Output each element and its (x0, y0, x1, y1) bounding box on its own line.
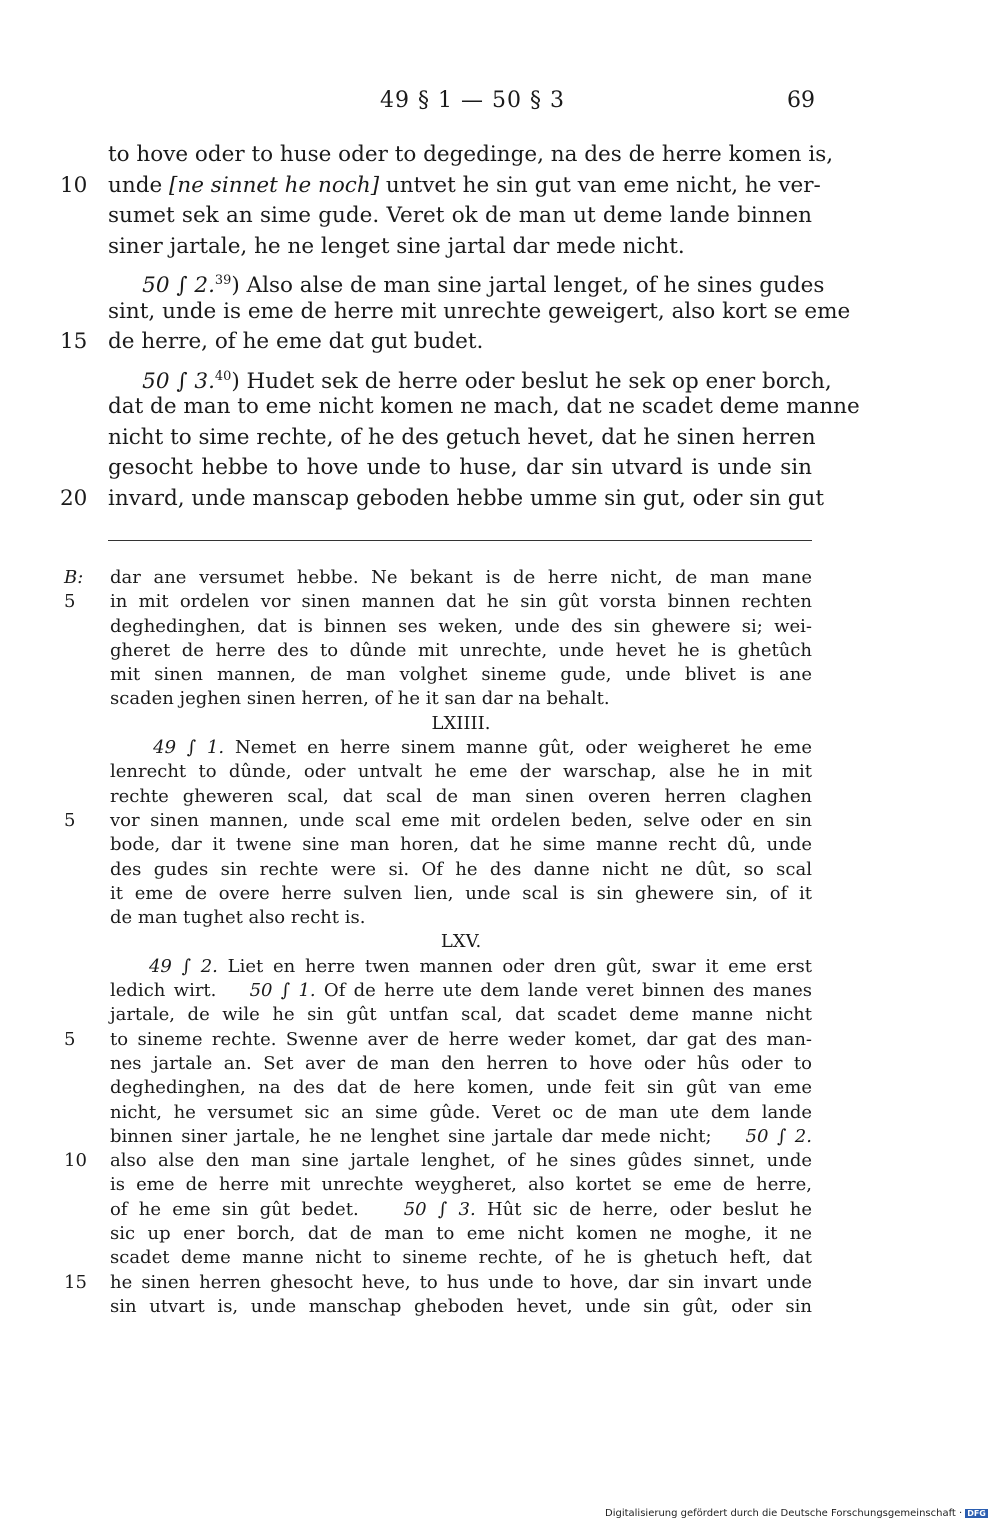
apparatus-line (0, 1052, 1000, 1076)
line-text: to sineme rechte. Swenne aver de herre weder komet, dar gat des man- (110, 1028, 812, 1050)
dfg-logo: DFG (967, 1508, 986, 1518)
line-text: 49 ∫ 2. Liet en herre twen mannen oder dren gût, swar it eme erst (148, 955, 813, 977)
apparatus-line (0, 687, 1000, 711)
line-text: mit sinen mannen, de man volghet sineme gude, unde blivet is ane (110, 664, 812, 686)
line-text: sin utvart is, unde manschap gheboden hevet, unde sin gût, oder sin (110, 1295, 812, 1317)
apparatus-line (0, 590, 1000, 614)
line-text: binnen siner jartale, he ne lenghet sine jartale dar mede nicht; 50 ∫ 2. (110, 1125, 812, 1147)
chapter-heading: LXIIII. (431, 712, 491, 734)
apparatus-line (0, 785, 1000, 809)
text-line (0, 201, 1000, 232)
apparatus-line (0, 955, 1000, 979)
line-text: bode, dar it twene sine man horen, dat he sime manne recht dû, unde (110, 834, 812, 856)
line-text: 50 ∫ 3.40) Hudet sek de herre oder beslut he sek op ener borch, (142, 368, 832, 394)
line-text: de herre, of he eme dat gut budet. (108, 329, 484, 354)
line-text: des gudes sin rechte were si. Of he des danne nicht ne dût, so scal (110, 858, 812, 880)
text-line (0, 140, 1000, 171)
apparatus-line (0, 1246, 1000, 1270)
line-text: deghedinghen, dat is binnen ses weken, unde des sin ghewere si; wei- (110, 615, 812, 637)
apparatus-line (0, 566, 1000, 590)
apparatus-line (0, 858, 1000, 882)
line-text: siner jartale, he ne lenget sine jartal dar mede nicht. (108, 233, 685, 259)
line-text: of he eme sin gût bedet. 50 ∫ 3. Hût sic de herre, oder beslut he (110, 1198, 812, 1220)
text-line (0, 484, 1000, 515)
text-line (0, 266, 1000, 297)
apparatus-line (0, 1076, 1000, 1100)
line-number: 10 (64, 1150, 87, 1172)
line-text: scaden jeghen sinen herren, of he it san dar na behalt. (110, 688, 610, 710)
page-number: 69 (787, 88, 815, 113)
apparatus-line (0, 760, 1000, 784)
apparatus-line (0, 736, 1000, 760)
text-line (0, 362, 1000, 393)
text-line (0, 171, 1000, 202)
section-range: 49 § 1 — 50 § 3 (380, 88, 565, 113)
dfg-footer (605, 1508, 988, 1519)
apparatus-marker: B: (64, 567, 84, 588)
line-number: 5 (64, 1028, 76, 1050)
line-text: invard, unde manscap geboden hebbe umme sin gut, oder sin gut (108, 485, 825, 511)
footnote-rule (108, 540, 812, 541)
running-header (0, 88, 1000, 116)
line-text: de man tughet also recht is. (110, 907, 366, 929)
apparatus-line (0, 663, 1000, 687)
apparatus-line (0, 1271, 1000, 1295)
line-text: sumet sek an sime gude. Veret ok de man ut deme lande binnen (108, 203, 812, 228)
line-text: nicht to sime rechte, of he des getuch hevet, dat he sinen herren (108, 424, 816, 450)
text-line (0, 423, 1000, 454)
apparatus-line (0, 833, 1000, 857)
line-text: vor sinen mannen, unde scal eme mit ordelen beden, selve oder en sin (110, 809, 812, 831)
apparatus-text (0, 566, 1000, 1319)
apparatus-line (0, 1028, 1000, 1052)
chapter-heading: LXV. (440, 931, 482, 953)
line-text: unde [ne sinnet he noch] untvet he sin gut van eme nicht, he ver- (108, 172, 821, 198)
line-text: is eme de herre mit unrechte weygheret, also kortet se eme de herre, (110, 1174, 812, 1196)
apparatus-line (0, 1222, 1000, 1246)
line-text: he sinen herren ghesocht heve, to hus unde to hove, dar sin invart unde (110, 1271, 812, 1293)
apparatus-line (0, 979, 1000, 1003)
line-text: gesocht hebbe to hove unde to huse, dar sin utvard is unde sin (108, 455, 812, 480)
text-line (0, 453, 1000, 484)
text-line (0, 392, 1000, 423)
text-line (0, 232, 1000, 263)
apparatus-line (0, 1198, 1000, 1222)
line-text: in mit ordelen vor sinen mannen dat he sin gût vorsta binnen rechten (110, 591, 812, 613)
line-text: 50 ∫ 2.39) Also alse de man sine jartal lenget, of he sines gudes (142, 273, 825, 299)
apparatus-line (0, 639, 1000, 663)
line-text: 49 ∫ 1. Nemet en herre sinem manne gût, oder weigheret he eme (153, 737, 813, 759)
apparatus-line (0, 1295, 1000, 1319)
apparatus-line (0, 615, 1000, 639)
text-line (0, 297, 1000, 328)
line-text: gheret de herre des to dûnde mit unrechte, unde hevet he is ghetûch (110, 639, 812, 661)
line-text: sic up ener borch, dat de man to eme nicht komen ne moghe, it ne (110, 1223, 812, 1245)
line-text: deghedinghen, na des dat de here komen, unde feit sin gût van eme (110, 1077, 812, 1099)
line-text: nicht, he versumet sic an sime gûde. Veret oc de man ute dem lande (110, 1101, 812, 1123)
line-text: dat de man to eme nicht komen ne mach, dat ne scadet deme manne (108, 394, 860, 419)
footer-text: Digitalisierung gefördert durch die Deutsche Forschungsgemeinschaft · (605, 1508, 963, 1519)
apparatus-line (0, 1003, 1000, 1027)
line-text: rechte gheweren scal, dat scal de man sinen overen herren claghen (110, 785, 812, 807)
line-text: dar ane versumet hebbe. Ne bekant is de herre nicht, de man mane (110, 567, 812, 588)
line-number: 15 (64, 1271, 87, 1293)
apparatus-line (0, 1173, 1000, 1197)
line-number: 5 (64, 809, 76, 831)
line-text: also alse den man sine jartale lenghet, of he sines gûdes sinnet, unde (110, 1150, 812, 1172)
line-number: 10 (60, 172, 88, 198)
main-text (0, 140, 1000, 514)
line-number: 20 (60, 485, 88, 511)
text-line (0, 327, 1000, 358)
apparatus-line (0, 882, 1000, 906)
apparatus-line (0, 906, 1000, 930)
apparatus-line (0, 1101, 1000, 1125)
line-text: jartale, de wile he sin gût untfan scal, dat scadet deme manne nicht (110, 1004, 812, 1026)
apparatus-line (0, 1125, 1000, 1149)
line-text: it eme de overe herre sulven lien, unde scal is sin ghewere sin, of it (110, 882, 812, 904)
line-number: 15 (60, 329, 88, 354)
line-text: to hove oder to huse oder to degedinge, na des de herre komen is, (108, 142, 834, 167)
line-text: nes jartale an. Set aver de man den herren to hove oder hûs oder to (110, 1052, 812, 1074)
apparatus-line (0, 809, 1000, 833)
line-text: sint, unde is eme de herre mit unrechte geweigert, also kort se eme (108, 298, 851, 324)
line-text: scadet deme manne nicht to sineme rechte, of he is ghetuch heft, dat (110, 1247, 812, 1269)
apparatus-line (0, 1149, 1000, 1173)
line-text: lenrecht to dûnde, oder untvalt he eme der warschap, alse he in mit (110, 761, 812, 783)
line-text: ledich wirt. 50 ∫ 1. Of de herre ute dem lande veret binnen des manes (110, 980, 812, 1002)
line-number: 5 (64, 591, 76, 613)
